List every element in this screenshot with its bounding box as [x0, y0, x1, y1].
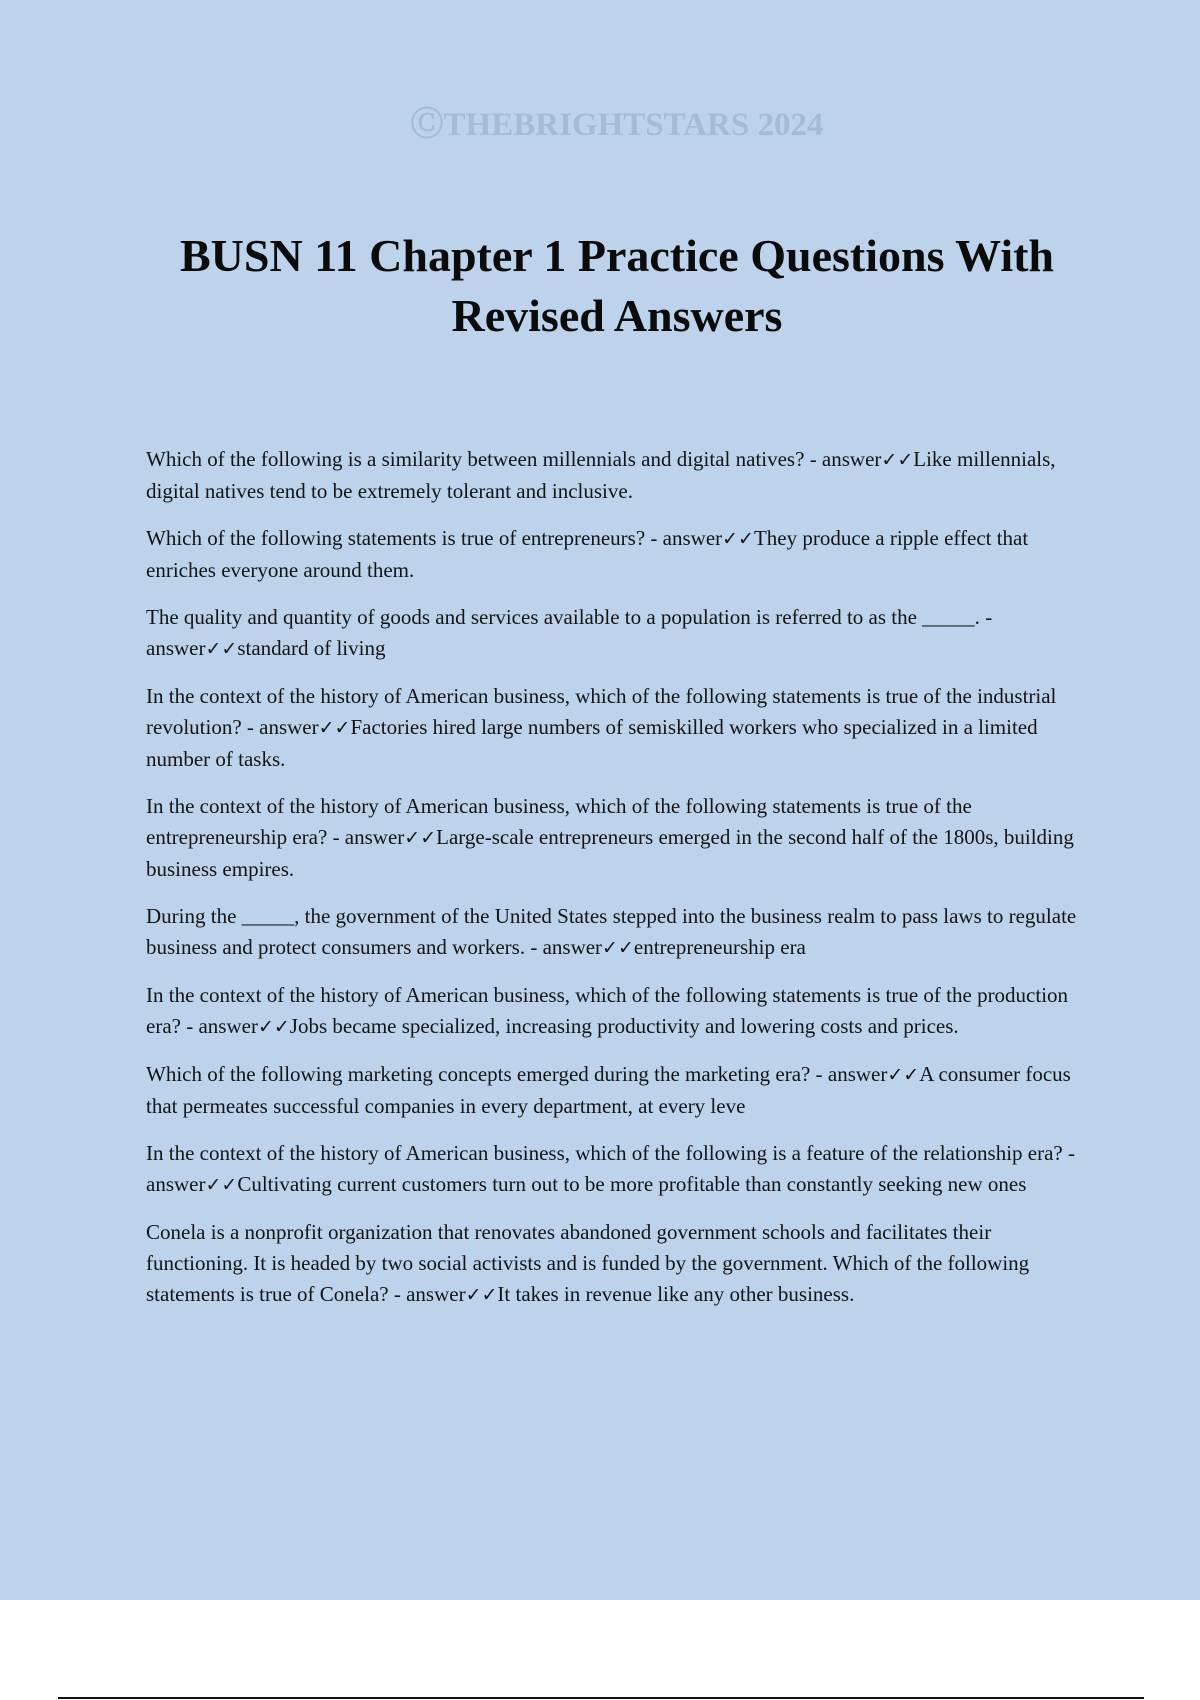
question-text: In the context of the history of American business, which of the following statements is true of the industrial revolution? [146, 684, 1057, 739]
qa-item [146, 791, 1086, 885]
qa-item [146, 1059, 1086, 1122]
check-marks-icon: ✓✓ [602, 937, 634, 959]
qa-item [146, 901, 1086, 964]
question-text: Which of the following marketing concepts emerged during the marketing era? [146, 1062, 811, 1086]
question-text: In the context of the history of American business, which of the following statements is true of the production era? [146, 983, 1069, 1038]
check-marks-icon: ✓✓ [205, 638, 238, 660]
check-marks-icon: ✓✓ [465, 1284, 498, 1306]
answer-text: standard of living [237, 636, 386, 660]
question-text: During the _____, the government of the United States stepped into the business realm to pass laws to regulate business and protect consumers and workers. [146, 904, 1077, 959]
answer-text: Factories hired large numbers of semiskilled workers who specialized in a limited number of tasks. [146, 715, 1038, 771]
question-text: Which of the following is a similarity between millennials and digital natives? [146, 447, 805, 471]
qa-item [146, 980, 1086, 1043]
document-title: BUSN 11 Chapter 1 Practice Questions With Revised Answers [179, 230, 1055, 341]
qa-item [146, 523, 1086, 586]
check-marks-icon: ✓✓ [722, 528, 754, 550]
answer-text: Jobs became specialized, increasing productivity and lowering costs and prices. [289, 1014, 959, 1038]
answer-marker: - answer [146, 605, 993, 660]
answer-text: They produce a ripple effect that enriches everyone around them. [146, 526, 1029, 582]
answer-text: It takes in revenue like any other business. [497, 1282, 855, 1306]
answer-text: entrepreneurship era [633, 935, 806, 959]
answer-marker: - answer [241, 715, 319, 739]
answer-text: A consumer focus that permeates successful companies in every department, at every leve [146, 1062, 1071, 1118]
question-text: In the context of the history of American business, which of the following is a feature of the relationship era? [146, 1141, 1063, 1165]
footer-rule [58, 1697, 1144, 1699]
answer-marker: - answer [525, 935, 603, 959]
qa-item [146, 1217, 1086, 1311]
question-text: Which of the following statements is true of entrepreneurs? [146, 526, 646, 550]
answer-marker: - answer [146, 1141, 1075, 1196]
answer-marker: - answer [804, 447, 882, 471]
answer-marker: - answer [180, 1014, 258, 1038]
answer-marker: - answer [327, 825, 405, 849]
qa-item [146, 1138, 1086, 1201]
qa-list [146, 444, 1086, 1327]
answer-text: Large-scale entrepreneurs emerged in the second half of the 1800s, building business empires. [146, 825, 1074, 881]
answer-text: Like millennials, digital natives tend to be extremely tolerant and inclusive. [146, 447, 1056, 503]
check-marks-icon: ✓✓ [404, 827, 437, 849]
answer-marker: - answer [810, 1062, 888, 1086]
question-text: Conela is a nonprofit organization that renovates abandoned government schools and facilitates their functioning. It is headed by two social activists and is funded by the government. Which of the following statements is true of Conela? [146, 1220, 1030, 1306]
check-marks-icon: ✓✓ [881, 449, 914, 471]
check-marks-icon: ✓✓ [887, 1064, 920, 1086]
answer-marker: - answer [388, 1282, 466, 1306]
watermark: ⒸTHEBRIGHTSTARS 2024 [410, 107, 824, 143]
answer-text: Cultivating current customers turn out to be more profitable than constantly seeking new ones [237, 1172, 1027, 1196]
check-marks-icon: ✓✓ [318, 717, 351, 739]
qa-item [146, 602, 1086, 665]
qa-item [146, 444, 1086, 507]
check-marks-icon: ✓✓ [257, 1016, 290, 1038]
check-marks-icon: ✓✓ [205, 1174, 238, 1196]
question-text: In the context of the history of American business, which of the following statements is true of the entrepreneurship era? [146, 794, 972, 849]
qa-item [146, 681, 1086, 775]
question-text: The quality and quantity of goods and services available to a population is referred to as the _____. [146, 605, 980, 629]
answer-marker: - answer [645, 526, 723, 550]
